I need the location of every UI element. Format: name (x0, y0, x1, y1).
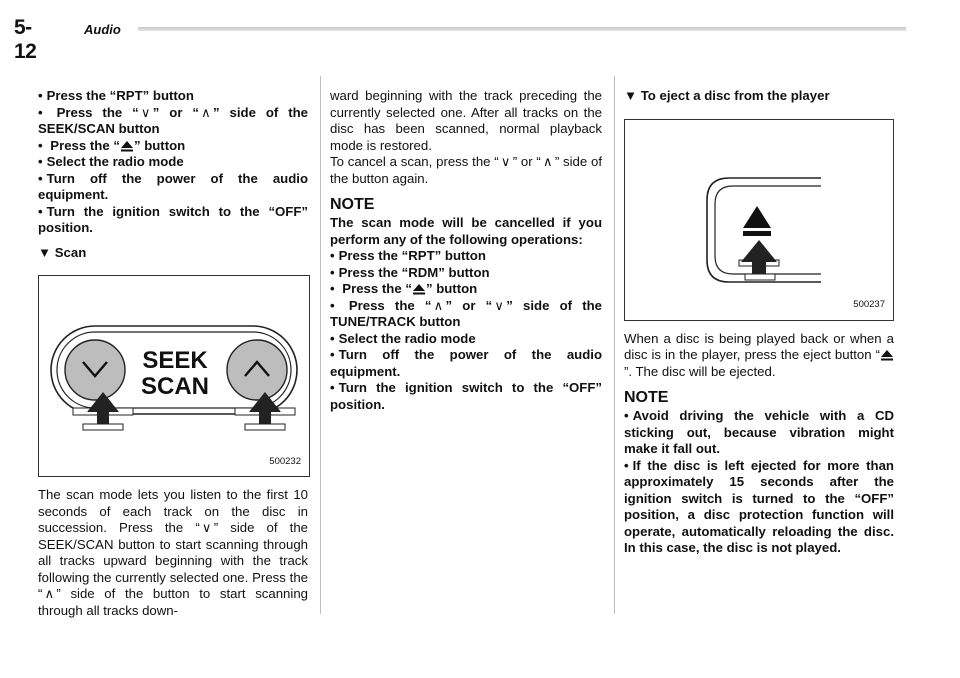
eject-description: When a disc is being played back or when a disc is in the player, press the eject button “”. The disc will be ejected. (624, 330, 894, 379)
eject-button-illustration (625, 120, 893, 320)
header-rule (138, 27, 906, 31)
column-divider (320, 76, 321, 614)
scan-description: The scan mode lets you listen to the first 10 seconds of each track on the disc in succession. Press the “ ∨ ” side of the SEEK/SCAN button to start scanning through all tracks upward beginning with the track following the currently selected one. Press the “ ∧ ” side of the button to start scanning through all tracks down- (38, 487, 309, 618)
figure-number: 500237 (853, 299, 885, 310)
list-item: • Turn off the power of the audio equipment. (330, 347, 602, 380)
eject-icon (120, 140, 134, 152)
column-divider (614, 76, 615, 614)
down-symbol: ∨ (494, 297, 505, 313)
eject-heading: ▼ To eject a disc from the player (624, 88, 830, 103)
svg-text:SCAN: SCAN (140, 373, 210, 400)
column-3 (624, 88, 894, 557)
list-item: • Select the radio mode (38, 154, 308, 171)
down-symbol: ∨ (140, 104, 151, 120)
seek-scan-button-illustration (39, 276, 309, 476)
scan-description-continued: ward beginning with the track preceding the currently selected one. After all tracks on the disc has been scanned, normal playback mode is restored. (330, 88, 602, 153)
note-intro: The scan mode will be cancelled if you perform any of the following operations: (330, 215, 602, 247)
section-marker-icon: ▼ (624, 88, 638, 103)
list-item: • Press the “ ∨ ” or “ ∧ ” side of the SEEK/SCAN button (38, 105, 308, 138)
section-title: Audio (84, 22, 121, 37)
list-item: • If the disc is left ejected for more than approximately 15 seconds after the ignition switch is turned to the “OFF” position, a disc protection function will operate, automatically reloading the disc. In this case, the disc is not played. (624, 458, 894, 557)
list-item: • Press the “ ” button (330, 281, 602, 298)
svg-text:SEEK: SEEK (142, 347, 208, 374)
section-marker-icon: ▼ (38, 244, 52, 260)
down-symbol: ∨ (500, 154, 511, 169)
eject-icon (412, 283, 426, 295)
column-2 (330, 88, 602, 413)
cancel-scan-text: To cancel a scan, press the “ ∨ ” or “ ∧ ” side of the button again. (330, 154, 602, 186)
list-item: • Avoid driving the vehicle with a CD sticking out, because vibration might make it fall out. (624, 408, 894, 458)
seek-scan-figure (38, 275, 310, 477)
scan-heading: ▼ Scan (38, 244, 87, 260)
list-item: • Press the “RDM” button (330, 265, 602, 282)
up-symbol: ∧ (542, 154, 553, 169)
list-item: • Turn the ignition switch to the “OFF” position. (38, 204, 308, 237)
list-item: • Press the “ ∧ ” or “ ∨ ” side of the TUNE/TRACK button (330, 298, 602, 331)
eject-figure (624, 119, 894, 321)
list-item: • Press the “ ” button (38, 138, 308, 155)
down-symbol: ∨ (201, 520, 212, 535)
list-item: • Press the “RPT” button (38, 88, 308, 105)
up-symbol: ∧ (44, 586, 55, 601)
up-symbol: ∧ (433, 297, 444, 313)
page-number: 5-12 (14, 16, 37, 63)
note-title: NOTE (624, 389, 669, 406)
note-title: NOTE (330, 196, 375, 213)
eject-icon (880, 349, 894, 361)
list-item: • Turn the ignition switch to the “OFF” position. (330, 380, 602, 413)
figure-number: 500232 (269, 455, 301, 467)
list-item: • Select the radio mode (330, 331, 602, 348)
list-item: • Press the “RPT” button (330, 248, 602, 265)
list-item: • Turn off the power of the audio equipment. (38, 171, 308, 204)
up-symbol: ∧ (201, 104, 211, 120)
column-1 (38, 88, 308, 619)
